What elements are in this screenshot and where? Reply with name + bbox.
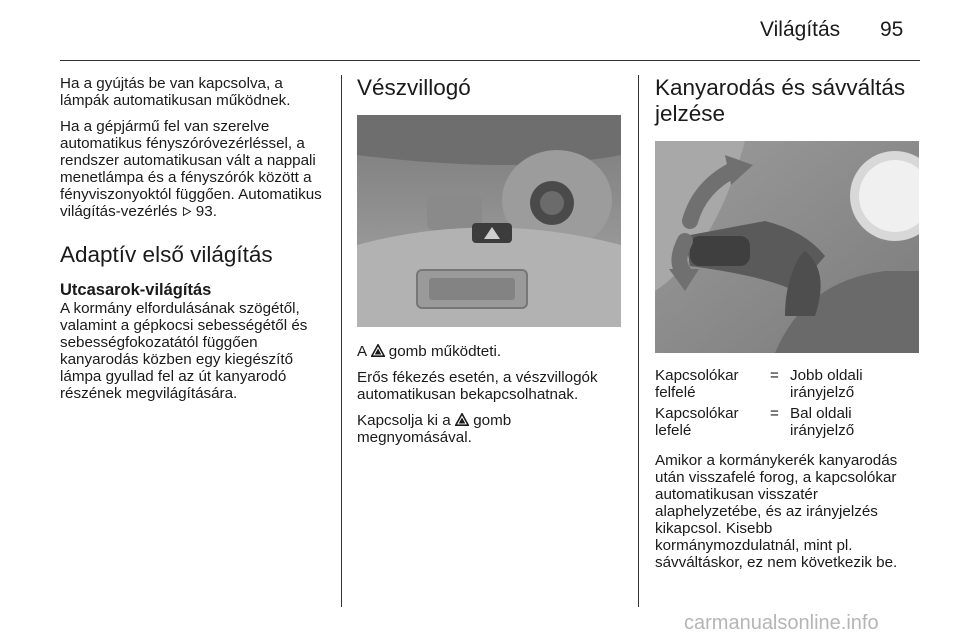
watermark: carmanualsonline.info bbox=[684, 612, 879, 634]
hazard-warning-icon bbox=[455, 413, 469, 426]
definition-description: Jobb oldali irányjelző bbox=[790, 367, 863, 401]
definition-equals: = bbox=[770, 367, 779, 384]
section-heading: Kanyarodás és sávváltás jelzése bbox=[655, 75, 906, 126]
table-row bbox=[655, 405, 919, 439]
paragraph: Ha a gyújtás be van kapcsolva, a lámpák automatikusan működnek. bbox=[60, 75, 291, 109]
column-divider bbox=[341, 75, 342, 607]
table-row bbox=[655, 367, 919, 401]
paragraph bbox=[60, 118, 326, 220]
paragraph: A kormány elfordulásának szögétől, valamint a gépkocsi sebességétől és sebességfokozatától függően kanyarodás közben egy kiegészítő lámpa gyullad fel az út kanyarodó részének megvilágítására. bbox=[60, 300, 308, 402]
column-right bbox=[655, 75, 919, 580]
paragraph-text: A bbox=[357, 343, 367, 360]
paragraph bbox=[357, 412, 623, 446]
paragraph-text: Ha a gépjármű fel van szerelve automatikus fényszóróvezérléssel, a rendszer automatikusan vált a nappali menetlámpa és a fényszórók között a fényviszonyoktól függően. bbox=[60, 118, 316, 203]
hazard-warning-icon bbox=[371, 344, 385, 357]
page-title: Világítás bbox=[760, 18, 841, 41]
paragraph: Erős fékezés esetén, a vészvillogók automatikusan bekapcsolhatnak. bbox=[357, 369, 598, 403]
definition-term: Kapcsolókar felfelé bbox=[655, 367, 739, 401]
column-left bbox=[60, 75, 326, 411]
reference-label: Automatikus világítás-vezérlés bbox=[60, 186, 322, 220]
paragraph: Amikor a kormánykerék kanyarodás után visszafelé forog, a kapcsolókar automatikusan visszatér alaphelyzetébe, és az irányjelzés kikapcsol. Kisebb kormánymozdulatnál, mint pl. sávváltáskor, ez nem következik be. bbox=[655, 452, 898, 571]
header-rule bbox=[60, 60, 920, 61]
triangle-ref-icon bbox=[182, 206, 192, 217]
section-heading: Adaptív első világítás bbox=[60, 242, 273, 267]
paragraph-text: Kapcsolja ki a bbox=[357, 412, 451, 429]
paragraph-text: gomb megnyomásával. bbox=[357, 412, 512, 446]
reference-page: 93. bbox=[195, 203, 217, 220]
column-divider bbox=[638, 75, 639, 607]
turn-signal-lever-photo bbox=[655, 141, 919, 353]
subsection-heading: Utcasarok-világítás bbox=[60, 281, 212, 299]
definition-table bbox=[655, 367, 919, 439]
page-number: 95 bbox=[880, 18, 904, 41]
paragraph-text: gomb működteti. bbox=[388, 343, 502, 360]
section-heading: Vészvillogó bbox=[357, 75, 471, 100]
definition-equals: = bbox=[770, 405, 779, 422]
column-middle bbox=[357, 75, 623, 455]
hazard-switch-photo bbox=[357, 115, 621, 327]
definition-description: Bal oldali irányjelző bbox=[790, 405, 855, 439]
definition-term: Kapcsolókar lefelé bbox=[655, 405, 739, 439]
paragraph bbox=[357, 343, 623, 360]
